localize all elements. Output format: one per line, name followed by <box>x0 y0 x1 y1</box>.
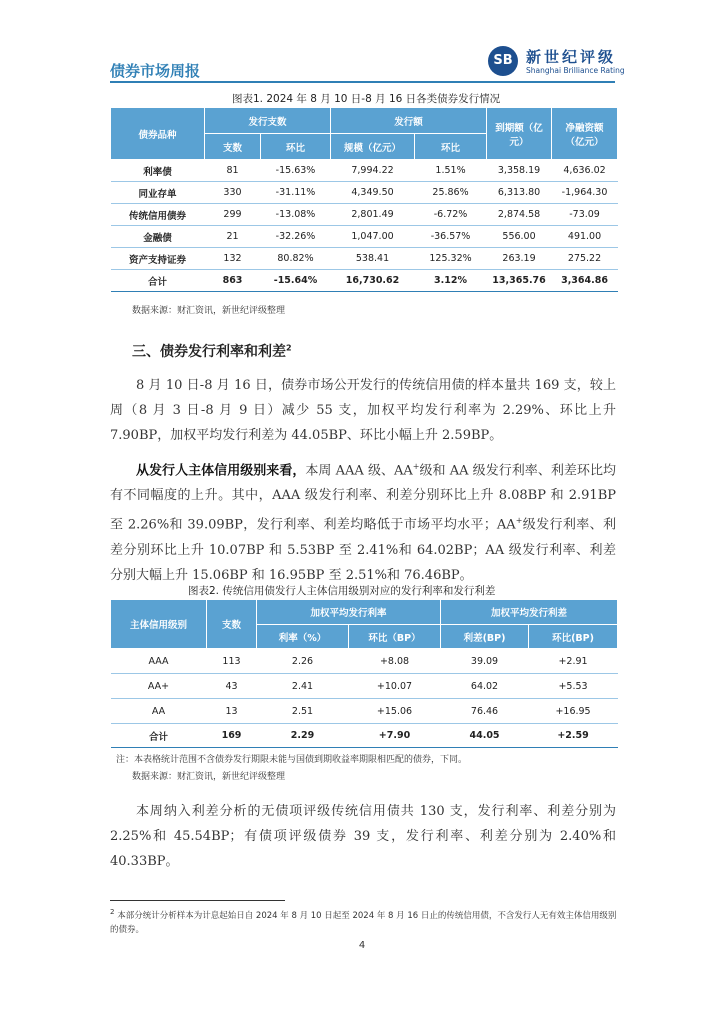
cell-rate: 2.26 <box>257 649 349 674</box>
cell-net: 491.00 <box>552 226 618 248</box>
header-bond-type: 债券品种 <box>111 108 205 160</box>
table-row <box>111 204 618 226</box>
table-row <box>111 649 618 674</box>
cell-count: 169 <box>207 724 257 748</box>
cell-amount-change: -36.57% <box>415 226 487 248</box>
page-number: 4 <box>358 940 366 951</box>
cell-count: 863 <box>205 270 261 292</box>
cell-count: 43 <box>207 674 257 699</box>
cell-amount-change: 1.51% <box>415 160 487 182</box>
cell-maturity: 13,365.76 <box>487 270 552 292</box>
cell-rate: 2.51 <box>257 699 349 724</box>
header-maturity: 到期额（亿元） <box>487 108 552 160</box>
logo-chinese-name: 新世纪评级 <box>526 48 617 66</box>
rating-spread-table <box>110 599 618 748</box>
cell-spread: 76.46 <box>441 699 529 724</box>
table-row <box>111 674 618 699</box>
header-amount: 规模（亿元） <box>331 134 415 160</box>
cell-maturity: 2,874.58 <box>487 204 552 226</box>
cell-spread-change: +2.59 <box>529 724 618 748</box>
footnote-ref: 2 <box>286 343 292 353</box>
cell-amount: 1,047.00 <box>331 226 415 248</box>
row-name: AA <box>111 699 207 724</box>
header-spread-group: 加权平均发行利差 <box>441 600 618 625</box>
cell-maturity: 263.19 <box>487 248 552 270</box>
cell-rate-change: +15.06 <box>349 699 441 724</box>
paragraph-part-3: 级发行利率、利差分别环比上升 10.07BP 和 5.53BP 至 2.41%和 64.02BP；AA 级发行利率、利差分别大幅上升 15.06BP 和 16.95BP 至 2.51%和 76.46BP。 <box>110 517 616 583</box>
cell-amount-change: -6.72% <box>415 204 487 226</box>
cell-rate: 2.41 <box>257 674 349 699</box>
paragraph-lead: 从发行人主体信用级别来看， <box>136 463 306 479</box>
table-row <box>111 182 618 204</box>
header-rating: 主体信用级别 <box>111 600 207 649</box>
cell-net: 4,636.02 <box>552 160 618 182</box>
cell-rate-change: +8.08 <box>349 649 441 674</box>
cell-spread-change: +5.53 <box>529 674 618 699</box>
header-issue-amount-group: 发行额 <box>331 108 487 134</box>
table-total-row <box>111 724 618 748</box>
cell-net: -1,964.30 <box>552 182 618 204</box>
cell-spread-change: +16.95 <box>529 699 618 724</box>
logo-english-name: Shanghai Brilliance Rating <box>526 66 625 75</box>
table-row <box>111 160 618 182</box>
table2-caption: 图表2. 传统信用债发行人主体信用级别对应的发行利率和发行利差 <box>188 585 496 597</box>
cell-amount: 4,349.50 <box>331 182 415 204</box>
row-name: 合计 <box>111 270 205 292</box>
section-heading <box>132 341 292 361</box>
cell-net: -73.09 <box>552 204 618 226</box>
cell-amount-change: 3.12% <box>415 270 487 292</box>
cell-count: 330 <box>205 182 261 204</box>
table-row <box>111 699 618 724</box>
table1-caption: 图表1. 2024 年 8 月 10 日-8 月 16 日各类债券发行情况 <box>232 93 501 105</box>
cell-amount: 16,730.62 <box>331 270 415 292</box>
footnote-text: 本部分统计分析样本为计息起始日自 2024 年 8 月 10 日起至 2024 年 8 月 16 日止的传统信用债，不含发行人无有效主体信用级别的债券。 <box>110 910 617 935</box>
row-name: AAA <box>111 649 207 674</box>
row-name: 同业存单 <box>111 182 205 204</box>
header-divider <box>110 81 615 83</box>
header-spread-change: 环比(BP) <box>529 625 618 649</box>
cell-count: 299 <box>205 204 261 226</box>
cell-count: 21 <box>205 226 261 248</box>
report-title: 债券市场周报 <box>110 62 201 80</box>
cell-net: 275.22 <box>552 248 618 270</box>
header-amount-change: 环比 <box>415 134 487 160</box>
footnote-mark: 2 <box>110 907 115 916</box>
header-issue-count-group: 发行支数 <box>205 108 331 134</box>
cell-maturity: 556.00 <box>487 226 552 248</box>
plus-sup-1: + <box>412 462 420 471</box>
table-row <box>111 226 618 248</box>
cell-count-change: -32.26% <box>261 226 331 248</box>
cell-amount: 7,994.22 <box>331 160 415 182</box>
section-heading-text: 三、债券发行利率和利差 <box>132 344 286 360</box>
paragraph-rating-analysis <box>110 454 616 588</box>
cell-maturity: 6,313.80 <box>487 182 552 204</box>
header-count: 支数 <box>205 134 261 160</box>
cell-amount: 538.41 <box>331 248 415 270</box>
cell-amount-change: 125.32% <box>415 248 487 270</box>
header-rate-change: 环比（BP） <box>349 625 441 649</box>
header-net-financing: 净融资额（亿元） <box>552 108 618 160</box>
cell-spread: 39.09 <box>441 649 529 674</box>
row-name: 金融债 <box>111 226 205 248</box>
table2-note: 注：本表格统计范围不含债券发行期限未能与国债到期收益率期限相匹配的债券，下同。 <box>116 755 468 765</box>
cell-count: 13 <box>207 699 257 724</box>
cell-count-change: -15.64% <box>261 270 331 292</box>
header-rate: 利率（%） <box>257 625 349 649</box>
cell-amount-change: 25.86% <box>415 182 487 204</box>
cell-count: 132 <box>205 248 261 270</box>
cell-spread-change: +2.91 <box>529 649 618 674</box>
cell-maturity: 3,358.19 <box>487 160 552 182</box>
header-count: 支数 <box>207 600 257 649</box>
header-spread: 利差(BP) <box>441 625 529 649</box>
row-name: 传统信用债券 <box>111 204 205 226</box>
bond-issuance-table <box>110 107 618 292</box>
cell-spread: 44.05 <box>441 724 529 748</box>
table-row <box>111 248 618 270</box>
cell-rate-change: +10.07 <box>349 674 441 699</box>
header-rate-group: 加权平均发行利率 <box>257 600 441 625</box>
table-total-row <box>111 270 618 292</box>
cell-count-change: 80.82% <box>261 248 331 270</box>
cell-net: 3,364.86 <box>552 270 618 292</box>
header-count-change: 环比 <box>261 134 331 160</box>
footnote <box>110 905 620 937</box>
cell-count-change: -13.08% <box>261 204 331 226</box>
logo-mark: SB <box>488 46 518 76</box>
cell-count: 81 <box>205 160 261 182</box>
row-name: 利率债 <box>111 160 205 182</box>
cell-amount: 2,801.49 <box>331 204 415 226</box>
paragraph-part-1: 本周 AAA 级、AA <box>305 463 413 479</box>
cell-rate: 2.29 <box>257 724 349 748</box>
cell-count: 113 <box>207 649 257 674</box>
paragraph-summary: 8 月 10 日-8 月 16 日，债券市场公开发行的传统信用债的样本量共 169 支，较上周（8 月 3 日-8 月 9 日）减少 55 支，加权平均发行利率为 2.29%、环比上升 7.90BP，加权平均发行利差为 44.05BP、环比小幅上升 2.59BP。 <box>110 378 616 443</box>
cell-count-change: -15.63% <box>261 160 331 182</box>
paragraph-debt-rating: 本周纳入利差分析的无债项评级传统信用债共 130 支，发行利率、利差分别为 2.25%和 45.54BP；有债项评级债券 39 支，发行利率、利差分别为 2.40%和 40.33BP。 <box>110 804 616 869</box>
row-name: AA+ <box>111 674 207 699</box>
table2-source: 数据来源：财汇资讯，新世纪评级整理 <box>132 772 286 782</box>
paragraph-part-2: 级和 AA 级发行利率、利差环比均有不同幅度的上升。其中，AAA 级发行利率、利差分别环比上升 8.08BP 和 2.91BP 至 2.26%和 39.09BP，发行利率、利差均略低于市场平均水平；AA <box>110 463 616 533</box>
cell-count-change: -31.11% <box>261 182 331 204</box>
plus-sup-2: + <box>515 516 523 526</box>
cell-rate-change: +7.90 <box>349 724 441 748</box>
cell-spread: 64.02 <box>441 674 529 699</box>
footnote-divider <box>110 900 285 901</box>
row-name: 合计 <box>111 724 207 748</box>
brand-logo <box>488 46 628 82</box>
row-name: 资产支持证券 <box>111 248 205 270</box>
table1-source: 数据来源：财汇资讯，新世纪评级整理 <box>132 306 286 316</box>
